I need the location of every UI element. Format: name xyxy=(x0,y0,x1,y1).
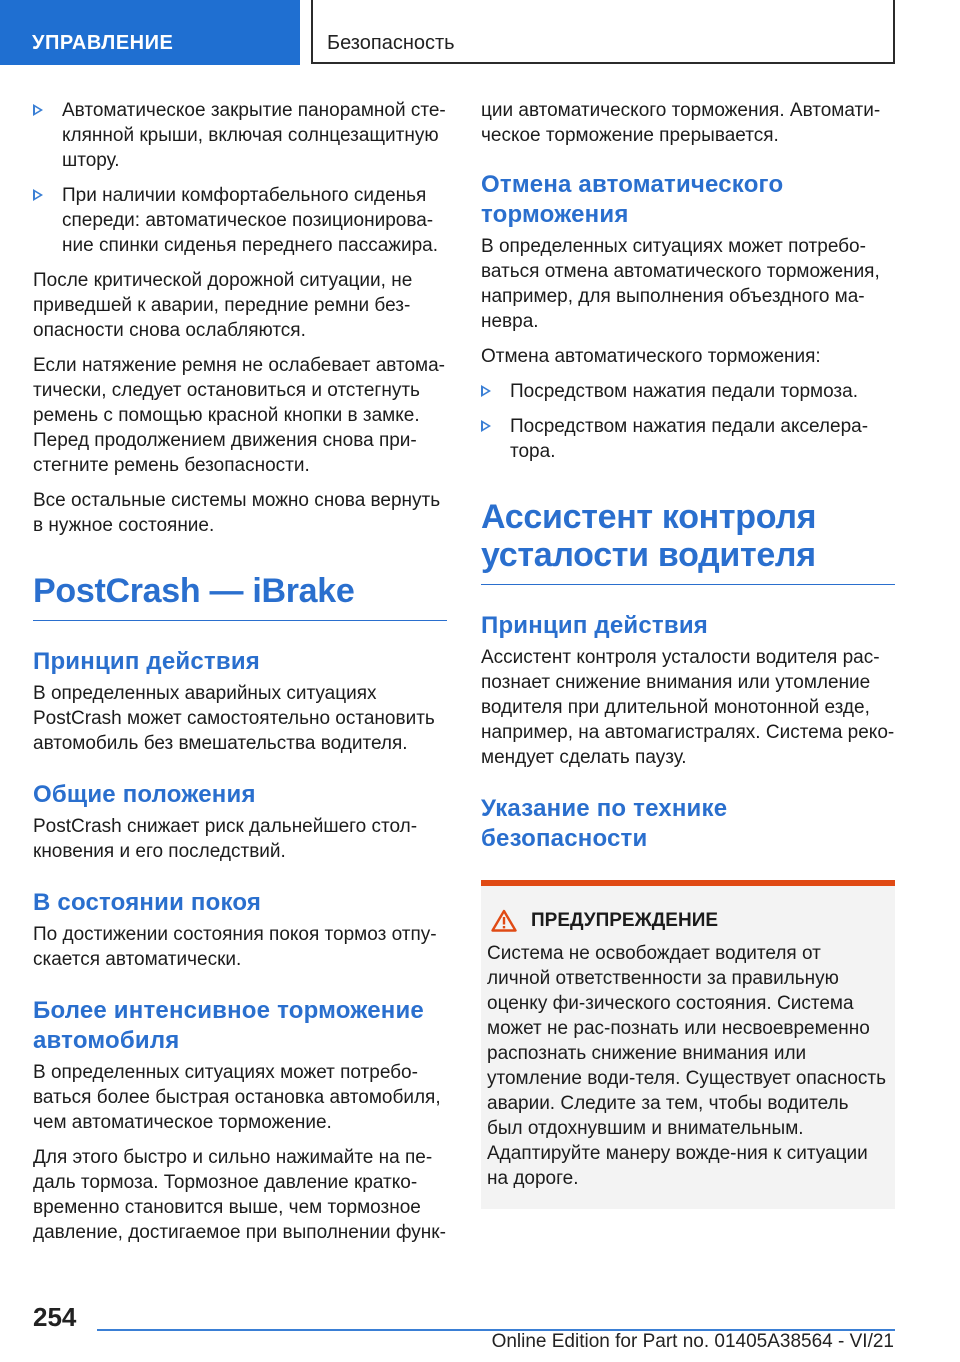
paragraph: Отмена автоматического торможения: xyxy=(481,346,821,367)
page-number: 254 xyxy=(33,1302,77,1332)
bullet-arrow-icon xyxy=(481,385,491,397)
paragraph: Все остальные системы можно снова вернуть в нужное состояние. xyxy=(33,490,441,536)
list-item: Посредством нажатия педали тормоза. xyxy=(481,379,895,404)
paragraph: В определенных ситуациях может потребо-ваться более быстрая остановка автомобиля, чем автоматическое торможение. xyxy=(33,1062,441,1133)
paragraph: После критической дорожной ситуации, не приведшей к аварии, передние ремни без-опасности снова ослабляются. xyxy=(33,270,413,341)
list-item: При наличии комфортабельного сиденья спереди: автоматическое позиционирова-ние спинки сиденья переднего пассажира. xyxy=(33,183,447,258)
right-column xyxy=(481,98,895,1209)
footer-edition: Online Edition for Part no. 01405A38564 - VI/21 xyxy=(491,1331,894,1352)
chapter-title: Безопасность xyxy=(311,0,895,64)
warning-box xyxy=(481,880,895,1209)
paragraph: В определенных аварийных ситуациях PostCrash может самостоятельно остановить автомобиль без вмешательства водителя. xyxy=(33,683,435,754)
paragraph: В определенных ситуациях может потребо-ваться отмена автоматического торможения, например, для выполнения объездного ма-невра. xyxy=(481,236,880,332)
warning-triangle-icon xyxy=(491,909,517,932)
subheading-general: Общие положения xyxy=(33,781,256,808)
warning-text: Система не освобождает водителя от личной ответственности за правильную оценку фи-зического состояния. Система может не рас-познать или несвоевременно распознать снижение внимания или утомление води-теля. Существует опасность аварии. Следите за тем, чтобы водитель был отдохнувшим и внимательным. Адаптируйте манеру вожде-ния к ситуации на дороге. xyxy=(487,943,887,1189)
section-heading-postcrash: PostCrash — iBrake xyxy=(33,572,447,621)
bullet-arrow-icon xyxy=(33,189,43,201)
paragraph: ции автоматического торможения. Автомати-ческое торможение прерывается. xyxy=(481,100,881,146)
paragraph: Ассистент контроля усталости водителя рас-познает снижение внимания или утомление водителя при длительной монотонной езде, например, на автомагистралях. Система реко-мендует сделать паузу. xyxy=(481,647,895,768)
section-tab: УПРАВЛЕНИЕ xyxy=(0,0,300,65)
subheading-intense-braking: Более интенсивное торможение автомобиля xyxy=(33,997,424,1054)
left-column xyxy=(33,98,447,1255)
paragraph: Для этого быстро и сильно нажимайте на пе-даль тормоза. Тормозное давление кратко-временно становится выше, чем тормозное давление, достигаемое при выполнении функ- xyxy=(33,1147,446,1243)
section-heading-fatigue-assistant: Ассистент контроля усталости водителя xyxy=(481,498,895,585)
bullet-arrow-icon xyxy=(33,104,43,116)
bullet-arrow-icon xyxy=(481,420,491,432)
subheading-safety: Указание по технике безопасности xyxy=(481,795,728,852)
subheading-cancel: Отмена автоматического торможения xyxy=(481,171,784,228)
paragraph: По достижении состояния покоя тормоз отпу-скается автоматически. xyxy=(33,924,437,970)
list-item: Посредством нажатия педали акселера-тора. xyxy=(481,414,895,464)
subheading-principle: Принцип действия xyxy=(481,612,708,639)
subheading-principle: Принцип действия xyxy=(33,648,260,675)
list-item: Автоматическое закрытие панорамной сте-клянной крыши, включая солнцезащитную штору. xyxy=(33,98,447,173)
warning-title: ПРЕДУПРЕЖДЕНИЕ xyxy=(487,908,887,933)
paragraph: PostCrash снижает риск дальнейшего стол-кновения и его последствий. xyxy=(33,816,418,862)
subheading-rest: В состоянии покоя xyxy=(33,889,262,916)
paragraph: Если натяжение ремня не ослабевает автома-тически, следует остановиться и отстегнуть ремень с помощью красной кнопки в замке. Перед продолжением движения снова при-стегните ремень безопасности. xyxy=(33,355,445,476)
